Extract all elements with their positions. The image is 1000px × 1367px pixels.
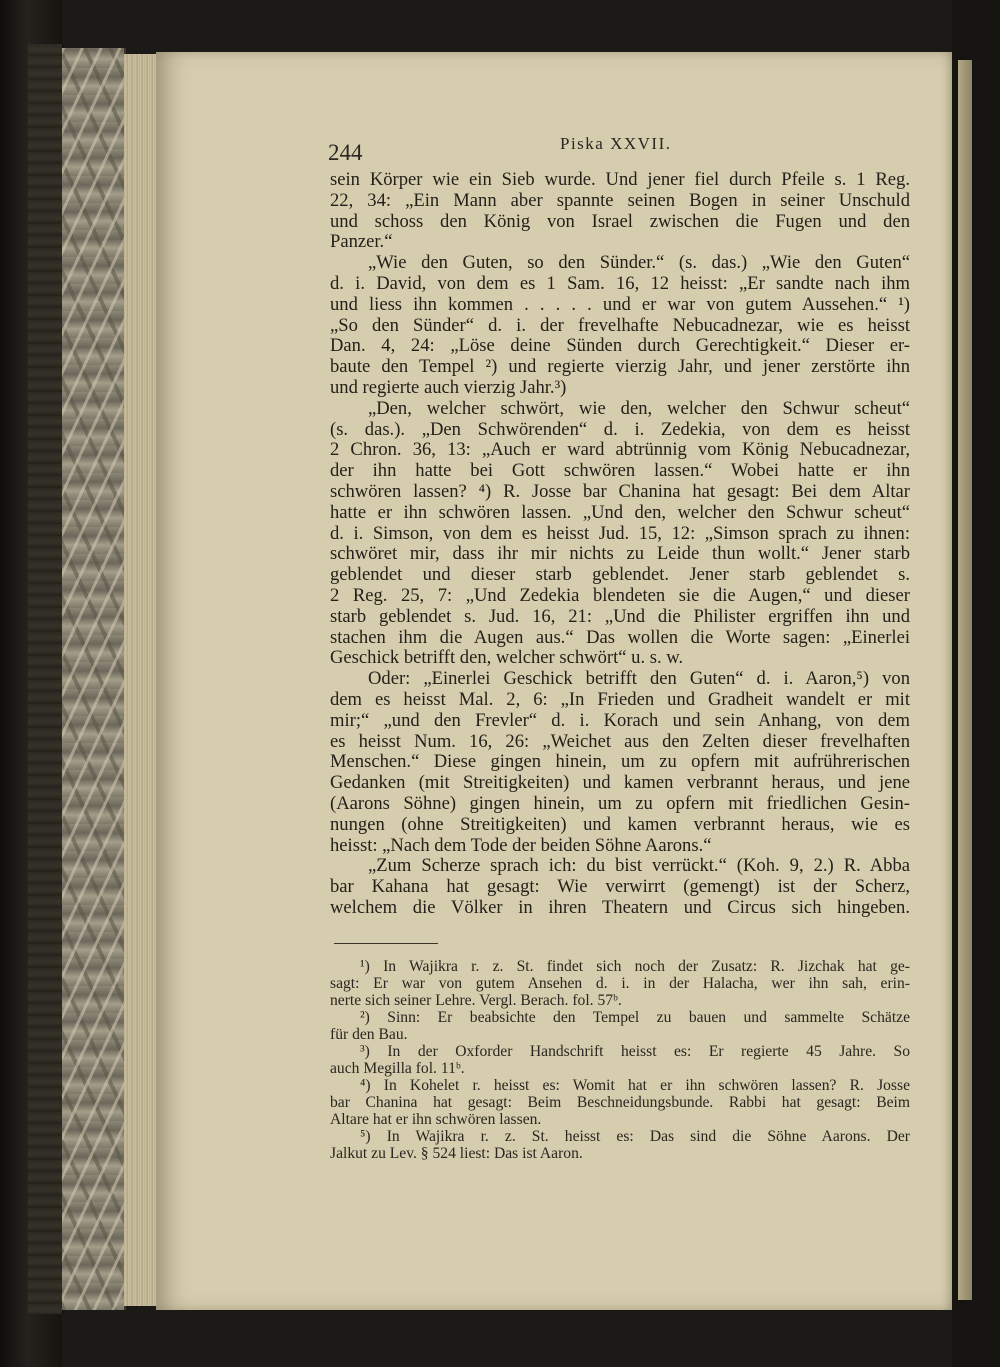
text-line: stachen ihm die Augen aus.“ Das wollen die Worte sagen: „Einerlei xyxy=(330,626,910,648)
text-line: Geschick betrifft den, welcher schwört“ u. s. w. xyxy=(330,647,684,669)
text-line: „So den Sünder“ d. i. der frevelhafte Nebucadnezar, wie es heisst xyxy=(330,314,910,336)
text-line: bar Kahana hat gesagt: Wie verwirrt (gemengt) ist der Scherz, xyxy=(330,876,910,898)
text-line: nungen (ohne Streitigkeiten) und kamen verbrannt heraus, wie es xyxy=(330,813,910,835)
text-line: starb geblendet s. Jud. 16, 21: „Und die Philister ergriffen ihn und xyxy=(330,605,910,627)
text-line: (s. das.). „Den Schwörenden“ d. i. Zedekia, von dem es heisst xyxy=(330,418,910,440)
footnote-line: ⁴) In Kohelet r. heisst es: Womit hat er ihn schwören lassen? R. Josse xyxy=(360,1077,910,1094)
footnote-line: Altare hat er ihn schwören lassen. xyxy=(330,1111,542,1128)
book-spine-edge xyxy=(28,44,63,1314)
footnote-divider xyxy=(334,943,438,944)
text-line: Oder: „Einerlei Geschick betrifft den Guten“ d. i. Aaron,⁵) von xyxy=(368,668,910,690)
running-title: Piska XXVII. xyxy=(560,134,672,153)
footnote-line: für den Bau. xyxy=(330,1026,408,1043)
footnote-line: auch Megilla fol. 11ᵇ. xyxy=(330,1060,465,1077)
footnotes xyxy=(330,958,910,1162)
footnote-line: Jalkut zu Lev. § 524 liest: Das ist Aaron. xyxy=(330,1145,583,1162)
text-line: geblendet und dieser starb geblendet. Jener starb geblendet s. xyxy=(330,564,910,586)
text-line: welchem die Völker in ihren Theatern und Circus sich hingeben. xyxy=(330,896,910,918)
text-line: hatte er ihn schwören lassen. „Und den, welcher den Schwur scheut“ xyxy=(330,501,910,523)
page-number: 244 xyxy=(328,140,363,165)
text-line: und liess ihn kommen . . . . . und er war von gutem Aussehen.“ ¹) xyxy=(330,293,910,315)
footnote-line: ³) In der Oxforder Handschrift heisst es: Er regierte 45 Jahre. So xyxy=(360,1043,910,1060)
text-line: d. i. Simson, von dem es heisst Jud. 15, 12: „Simson sprach zu ihnen: xyxy=(330,522,910,544)
footnote-line: ¹) In Wajikra r. z. St. findet sich noch der Zusatz: R. Jizchak hat ge- xyxy=(360,958,910,975)
text-line: (Aarons Söhne) gingen hinein, um zu opfern mit friedlichen Gesin- xyxy=(330,792,910,814)
text-line: „Den, welcher schwört, wie den, welcher den Schwur scheut“ xyxy=(368,397,910,419)
marbled-endpaper xyxy=(62,48,126,1310)
text-line: Gedanken (mit Streitigkeiten) und kamen verbrannt heraus, und jene xyxy=(330,772,910,794)
text-line: schwören lassen? ⁴) R. Josse bar Chanina hat gesagt: Bei dem Altar xyxy=(330,480,910,502)
text-line: 2 Reg. 25, 7: „Und Zedekia blendeten sie die Augen,“ und dieser xyxy=(330,584,910,606)
text-line: 22, 34: „Ein Mann aber spannte seinen Bogen in seiner Unschuld xyxy=(330,189,910,211)
text-line: und schoss den König von Israel zwischen die Fugen und den xyxy=(330,210,910,232)
text-line: sein Körper wie ein Sieb wurde. Und jener fiel durch Pfeile s. 1 Reg. xyxy=(330,169,910,190)
footnote-line: ⁵) In Wajikra r. z. St. heisst es: Das sind die Söhne Aarons. Der xyxy=(360,1128,910,1145)
footnote-line: nerte sich seiner Lehre. Vergl. Berach. fol. 57ᵇ. xyxy=(330,992,622,1009)
footnote-line: ²) Sinn: Er beabsichte den Tempel zu bauen und sammelte Schätze xyxy=(360,1009,910,1026)
text-line: schwöret mir, dass ihr mir nichts zu Leide thun wollt.“ Jener starb xyxy=(330,543,910,565)
text-line: und regierte auch vierzig Jahr.³) xyxy=(330,376,567,398)
text-line: d. i. David, von dem es 1 Sam. 16, 12 heisst: „Er sandte nach ihm xyxy=(330,272,910,294)
text-line: „Wie den Guten, so den Sünder.“ (s. das.) „Wie den Guten“ xyxy=(368,252,910,274)
text-line: Dan. 4, 24: „Löse deine Sünden durch Gerechtigkeit.“ Dieser er- xyxy=(330,335,910,357)
text-line: 2 Chron. 36, 13: „Auch er ward abtrünnig vom König Nebucadnezar, xyxy=(330,439,910,461)
page-edges xyxy=(124,54,157,1306)
running-head xyxy=(328,134,912,166)
next-page-sliver xyxy=(958,60,972,1300)
text-line: „Zum Scherze sprach ich: du bist verrückt.“ (Koh. 9, 2.) R. Abba xyxy=(368,855,910,877)
text-line: der ihn hatte bei Gott schwören lassen.“ Wobei hatte er ihn xyxy=(330,460,910,482)
text-line: heisst: „Nach dem Tode der beiden Söhne Aarons.“ xyxy=(330,834,712,856)
text-line: mir;“ „und den Frevler“ d. i. Korach und sein Anhang, von dem xyxy=(330,709,910,731)
footnote-line: sagt: Er war von gutem Ansehen d. i. in der Halacha, wer ihn sah, erin- xyxy=(330,975,910,992)
text-line: Panzer.“ xyxy=(330,231,393,253)
main-text xyxy=(330,170,910,919)
text-line: baute den Tempel ²) und regierte vierzig Jahr, und jener zerstörte ihn xyxy=(330,356,910,378)
text-line: dem es heisst Mal. 2, 6: „In Frieden und Gradheit wandelt er mit xyxy=(330,688,910,710)
footnote-line: bar Chanina hat gesagt: Beim Beschneidungsbunde. Rabbi hat gesagt: Beim xyxy=(330,1094,910,1111)
text-line: es heisst Num. 16, 26: „Weichet aus den Zelten dieser frevelhaften xyxy=(330,730,910,752)
text-line: Menschen.“ Diese gingen hinein, um zu opfern mit aufrührerischen xyxy=(330,751,910,773)
